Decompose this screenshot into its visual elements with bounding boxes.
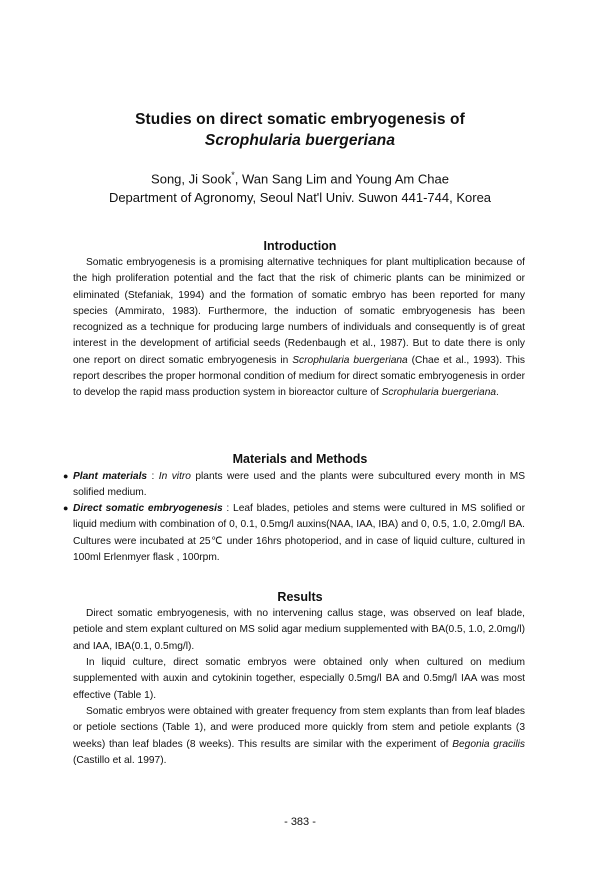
results-p3-species: Begonia gracilis <box>452 738 525 750</box>
intro-text-2: (Chae et al., 1993). This report describes the proper hormonal condition of medium for direct somatic embryogenesis in order to develop the rapid mass production system in bioreactor culture of <box>73 354 525 399</box>
methods-item-embryogenesis <box>63 500 525 566</box>
results-p3-text: Somatic embryos were obtained with greater frequency from stem explants than from leaf blades or petiole sections (Table 1), and were produced more quickly from stem and petiole explants (3 weeks) than leaf blades (8 weeks). This results are similar with the experiment of <box>73 706 525 750</box>
corresponding-author-mark: * <box>231 170 235 180</box>
methods-item-plant-materials <box>63 468 525 502</box>
introduction-paragraph <box>73 255 525 402</box>
results-paragraph-3 <box>73 704 525 769</box>
author-names-2: , Wan Sang Lim and Young Am Chae <box>234 171 449 187</box>
author-list <box>0 170 600 186</box>
plant-materials-label: Plant materials <box>73 471 148 482</box>
intro-text-1: Somatic embryogenesis is a promising alternative techniques for plant multiplication because of the high proliferation potential and the fact that the risk of chimeric plants can be minimized or eliminated (Stefaniak, 1994) and the formation of somatic embryo has been reported for many species (Ammirato, 1983). Furthermore, the induction of somatic embryogenesis has been recognized as a technique for producing large numbers of individuals and consequently is of great interest in the development of artificial seeds (Redenbaugh et al., 1987). But to date there is only one report on direct somatic embryogenesis in <box>73 257 525 366</box>
results-p3-tail: (Castillo et al. 1997). <box>73 754 167 766</box>
embryogenesis-text: Leaf blades, petioles and stems were cultured in MS solified or liquid medium with combination of 0, 0.1, 0.5mg/l auxins(NAA, IAA, IBA) and 0, 0.5, 1.0, 2.0mg/l BA. Cultures were incubated at 25℃ under 16hrs photoperiod, and in case of liquid culture, cultured in 100ml Erlenmyer flask , 100rpm. <box>73 503 525 563</box>
plant-materials-text: plants were used and the plants were subcultured every month in MS solified medium. <box>73 471 525 499</box>
author-affiliation: Department of Agronomy, Seoul Nat'l Univ. Suwon 441-744, Korea <box>108 190 492 205</box>
results-paragraph-2: In liquid culture, direct somatic embryos were obtained only when cultured on medium supplemented with auxin and cytokinin together, especially 0.5mg/l BA and 0.5mg/l IAA was most effective (Table 1). <box>73 657 525 701</box>
results-paragraph-1: Direct somatic embryogenesis, with no intervening callus stage, was observed on leaf blade, petiole and stem explant cultured on MS solid agar medium supplemented with BA(0.5, 1.0, 2.0mg/l) and IAA, IBA(0.1, 0.5mg/l). <box>73 608 525 652</box>
paper-title-species: Scrophularia buergeriana <box>204 132 396 149</box>
intro-species-1: Scrophularia buergeriana <box>292 354 408 366</box>
author-names-1: Song, Ji Sook <box>151 171 232 187</box>
in-vitro-term: In vitro <box>158 471 191 482</box>
embryogenesis-label: Direct somatic embryogenesis <box>73 503 223 514</box>
intro-text-3: . <box>496 387 499 399</box>
plant-materials-separator: : <box>147 471 159 482</box>
bullet-icon: ● <box>63 503 69 513</box>
bullet-icon: ● <box>63 471 69 481</box>
intro-species-2: Scrophularia buergeriana <box>381 387 497 399</box>
page-number: - 383 - <box>284 816 316 828</box>
methods-heading: Materials and Methods <box>232 452 368 466</box>
results-heading: Results <box>277 590 323 604</box>
paper-title-line1: Studies on direct somatic embryogenesis of <box>135 111 465 128</box>
embryogenesis-separator: : <box>222 503 234 514</box>
introduction-heading: Introduction <box>263 239 337 253</box>
